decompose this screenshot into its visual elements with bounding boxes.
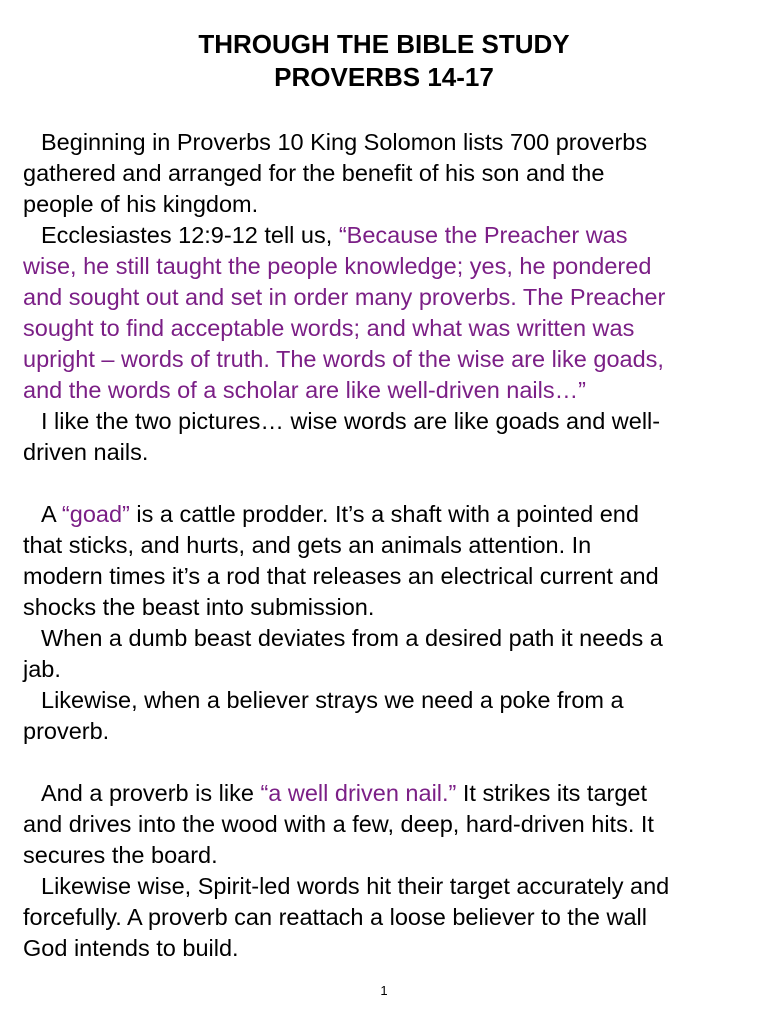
highlight-goad: “goad”: [61, 501, 130, 527]
title-line-1: THROUGH THE BIBLE STUDY: [198, 29, 570, 59]
paragraph-8-line: God intends to build.: [23, 935, 239, 961]
paragraph-4-line: A “goad” is a cattle prodder. It’s a shaft with a pointed end: [41, 501, 639, 527]
body-text: [23, 127, 755, 964]
paragraph-1-line: Beginning in Proverbs 10 King Solomon lists 700 proverbs: [41, 129, 648, 155]
paragraph-5-line: When a dumb beast deviates from a desired path it needs a: [41, 625, 663, 651]
scripture-quote: “Because the Preacher was: [338, 222, 628, 248]
paragraph-1-line: people of his kingdom.: [23, 191, 259, 217]
scripture-quote-line: and sought out and set in order many proverbs. The Preacher: [23, 284, 666, 310]
paragraph-4-line: shocks the beast into submission.: [23, 594, 375, 620]
scripture-quote-line: wise, he still taught the people knowledge; yes, he pondered: [23, 253, 652, 279]
paragraph-spacer: [23, 747, 755, 778]
scripture-quote-line: sought to find acceptable words; and what was written was: [23, 315, 635, 341]
paragraph-6-line: Likewise, when a believer strays we need a poke from a: [41, 687, 624, 713]
highlight-nail: “a well driven nail.”: [260, 780, 457, 806]
paragraph-6-line: proverb.: [23, 718, 110, 744]
paragraph-5-line: jab.: [23, 656, 61, 682]
scripture-quote-line: upright – words of truth. The words of the wise are like goads,: [23, 346, 664, 372]
paragraph-spacer: [23, 468, 755, 499]
page-title: [0, 28, 768, 94]
scripture-quote-line: and the words of a scholar are like well-driven nails…”: [23, 377, 586, 403]
page-number: 1: [380, 983, 388, 998]
paragraph-8-line: forcefully. A proverb can reattach a loose believer to the wall: [23, 904, 647, 930]
paragraph-3-line: I like the two pictures… wise words are like goads and well-: [41, 408, 661, 434]
paragraph-7-line: and drives into the wood with a few, deep, hard-driven hits. It: [23, 811, 654, 837]
paragraph-4-line: modern times it’s a rod that releases an electrical current and: [23, 563, 659, 589]
paragraph-3-line: driven nails.: [23, 439, 149, 465]
title-line-2: PROVERBS 14-17: [274, 62, 494, 92]
paragraph-1-line: gathered and arranged for the benefit of his son and the: [23, 160, 605, 186]
paragraph-7-line: And a proverb is like “a well driven nail.” It strikes its target: [41, 780, 648, 806]
paragraph-2-line: [23, 220, 755, 251]
paragraph-8-line: Likewise wise, Spirit-led words hit their target accurately and: [41, 873, 670, 899]
scripture-reference: Ecclesiastes 12:9-12 tell us,: [41, 222, 339, 248]
paragraph-7-line: secures the board.: [23, 842, 218, 868]
paragraph-4-line: that sticks, and hurts, and gets an animals attention. In: [23, 532, 592, 558]
